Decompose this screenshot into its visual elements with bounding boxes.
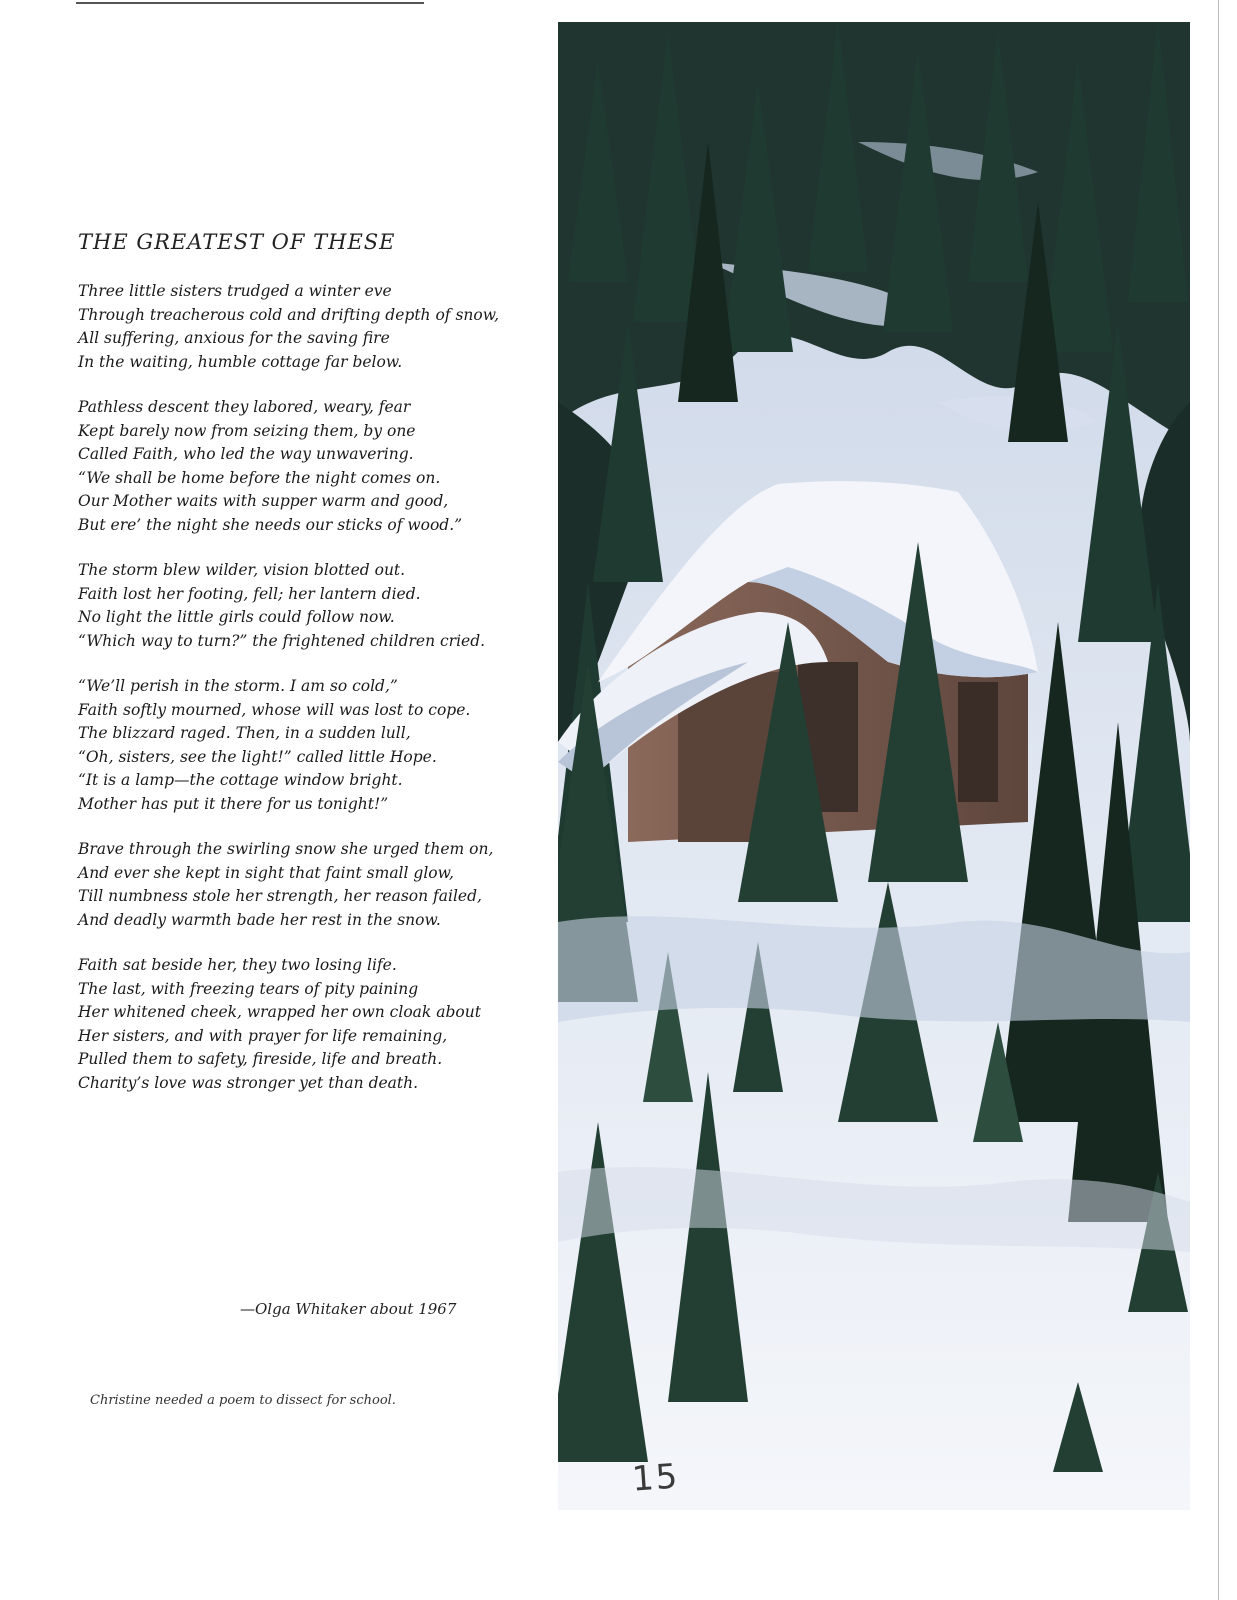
poem-line: Faith lost her footing, fell; her lantern died. — [78, 584, 421, 603]
poem-line: Kept barely now from seizing them, by one — [78, 421, 416, 440]
page-number: 15 — [630, 1456, 681, 1500]
poem-line: Charity’s love was stronger yet than death. — [78, 1073, 419, 1092]
poem-line: “Which way to turn?” the frightened children cried. — [78, 631, 486, 650]
poem-line: Our Mother waits with supper warm and good, — [78, 492, 449, 510]
poem-line: The blizzard raged. Then, in a sudden lull, — [78, 724, 411, 742]
poem-line: Faith sat beside her, they two losing life. — [78, 956, 397, 974]
poem-attribution: —Olga Whitaker about 1967 — [240, 1300, 457, 1318]
poem-line: Through treacherous cold and drifting depth of snow, — [78, 305, 500, 324]
poem-line: And ever she kept in sight that faint small glow, — [78, 863, 454, 882]
poem-line: The storm blew wilder, vision blotted out. — [78, 561, 406, 579]
poem-line: No light the little girls could follow now. — [78, 608, 395, 626]
poem-stanzas — [78, 280, 548, 1095]
poem — [78, 230, 548, 1117]
top-rule — [76, 2, 424, 4]
poem-line: Three little sisters trudged a winter eve — [78, 282, 392, 300]
poem-line: “It is a lamp—the cottage window bright. — [78, 771, 403, 789]
poem-line: Her sisters, and with prayer for life remaining, — [78, 1026, 448, 1045]
poem-line: Called Faith, who led the way unwavering. — [78, 445, 414, 463]
poem-stanza — [78, 280, 548, 374]
poem-line: Faith softly mourned, whose will was lost to cope. — [78, 700, 471, 719]
poem-line: “We shall be home before the night comes on. — [78, 468, 441, 487]
poem-stanza — [78, 838, 548, 932]
page-edge-line — [1218, 0, 1219, 1600]
poem-line: Pulled them to safety, fireside, life and breath. — [78, 1050, 443, 1068]
poem-stanza — [78, 675, 548, 816]
poem-line: And deadly warmth bade her rest in the snow. — [78, 910, 441, 929]
poem-line: In the waiting, humble cottage far below. — [78, 352, 403, 371]
winter-cabin-photo — [558, 22, 1190, 1510]
poem-line: Pathless descent they labored, weary, fear — [78, 398, 411, 416]
poem-line: “We’ll perish in the storm. I am so cold,” — [78, 677, 398, 695]
poem-line: But ere’ the night she needs our sticks of wood.” — [78, 515, 463, 534]
poem-line: “Oh, sisters, see the light!” called little Hope. — [78, 747, 437, 766]
poem-line: The last, with freezing tears of pity paining — [78, 979, 419, 998]
poem-line: Till numbness stole her strength, her reason failed, — [78, 887, 482, 905]
handwritten-note: Christine needed a poem to dissect for school. — [90, 1393, 396, 1408]
poem-title: THE GREATEST OF THESE — [78, 230, 396, 254]
poem-line: Mother has put it there for us tonight!” — [78, 794, 389, 813]
poem-line: Her whitened cheek, wrapped her own cloak about — [78, 1003, 481, 1021]
poem-stanza — [78, 954, 548, 1095]
poem-line: Brave through the swirling snow she urged them on, — [78, 840, 494, 858]
poem-stanza — [78, 396, 548, 537]
poem-stanza — [78, 559, 548, 653]
poem-line: All suffering, anxious for the saving fire — [78, 329, 390, 347]
